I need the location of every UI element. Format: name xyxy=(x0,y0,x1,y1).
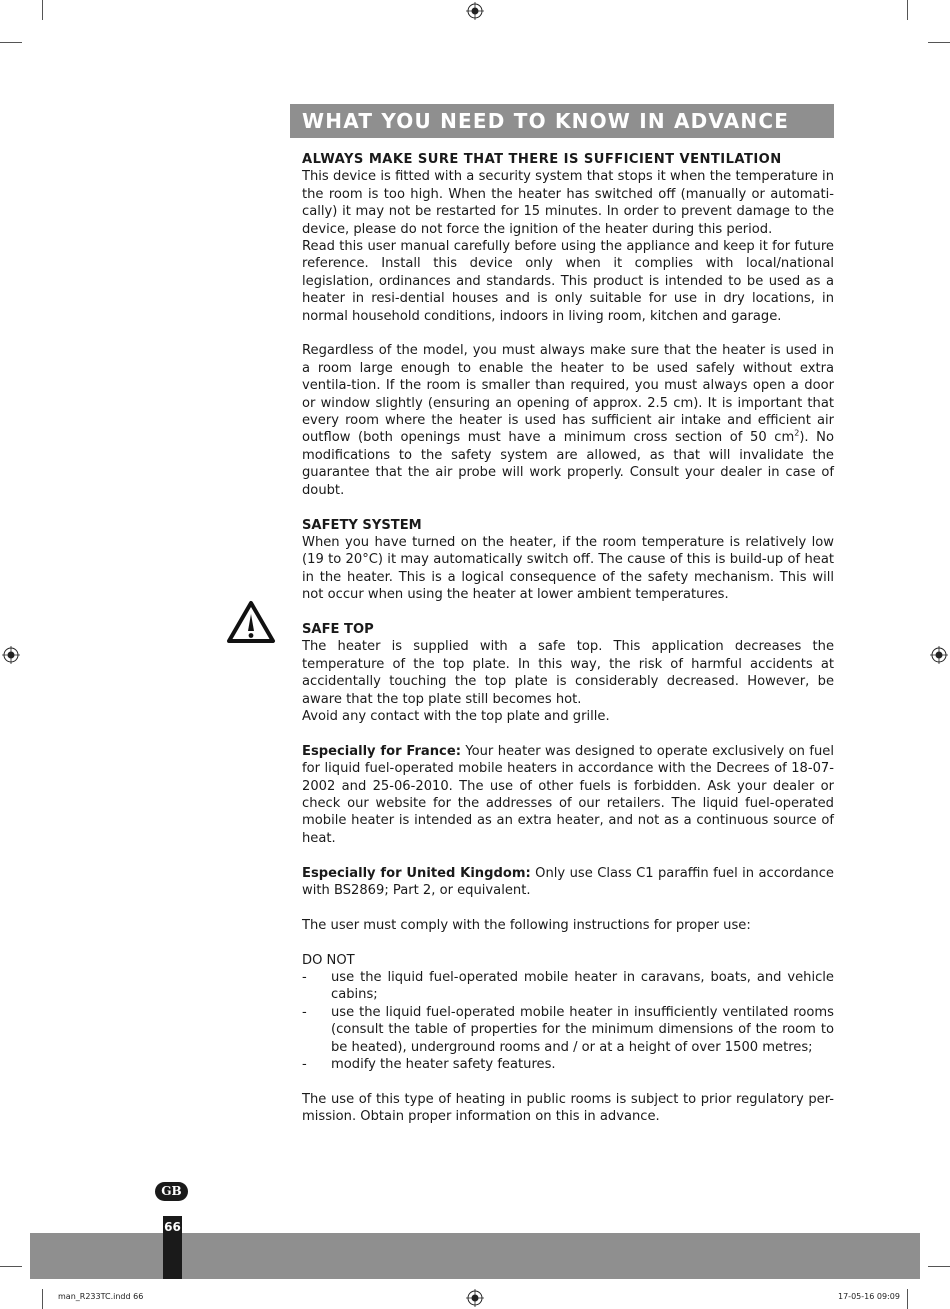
crop-mark xyxy=(907,0,908,20)
warning-triangle-icon xyxy=(226,600,276,644)
france-label: Especially for France: xyxy=(302,743,461,759)
do-not-label: DO NOT xyxy=(302,952,355,968)
ventilation-text: Regardless of the model, you must always make sure that the heater is used in a room large enough to enable the heater to be used safely without extra ventila-tion. If the room is smaller than required, you must always open a door or window slightly (ensuring an opening of approx. 2.5 cm). It is important that every room where the heater is used has sufficient air intake and efficient air outflow (both openings must have a minimum cross section of 50 cm xyxy=(302,343,834,446)
crop-mark xyxy=(0,42,22,43)
list-item-text: modify the heater safety features. xyxy=(331,1057,556,1073)
bullet-dash: - xyxy=(302,1004,307,1020)
bullet-dash: - xyxy=(302,1057,307,1073)
superscript: 2 xyxy=(794,429,800,439)
crop-mark xyxy=(42,0,43,20)
registration-mark-icon xyxy=(2,646,20,664)
ventilation-paragraph: This device is fitted with a security system that stops it when the temperature in the room is too high. When the heater has switched off (manually or automati-cally) it may not be restarted for 15 minutes. In order to prevent damage to the device, please do not force the ignition of the heater during this period. xyxy=(302,169,834,237)
page-number: 66 xyxy=(163,1216,182,1279)
instructions-intro: The user must comply with the following instructions for proper use: xyxy=(302,917,751,933)
safety-system-paragraph: When you have turned on the heater, if the room temperature is relatively low (19 to 20°C) it may automatically switch off. The cause of this is build-up of heat in the heater. This is a logical consequence of the safety mechanism. This will not occur when using the heater at lower ambient temperatures. xyxy=(302,534,834,603)
safe-top-heading: SAFE TOP xyxy=(302,621,374,637)
bullet-dash: - xyxy=(302,969,307,985)
slug-filename: man_R233TC.indd 66 xyxy=(58,1292,144,1301)
ventilation-paragraph xyxy=(302,342,834,499)
ventilation-heading: ALWAYS MAKE SURE THAT THERE IS SUFFICIENT VENTILATION xyxy=(302,152,782,167)
list-item xyxy=(302,969,834,1004)
country-badge: GB xyxy=(155,1182,188,1201)
crop-mark xyxy=(928,42,950,43)
france-paragraph xyxy=(302,743,834,847)
ventilation-paragraph: Read this user manual carefully before using the appliance and keep it for future reference. Install this device only when it complies with local/national legislation, ordinances and standards. This product is intended to be used as a heater in resi-dential houses and is only suitable for use in dry locations, in normal household conditions, indoors in living room, kitchen and garage. xyxy=(302,239,834,324)
main-content xyxy=(302,151,834,1126)
registration-mark-icon xyxy=(466,2,484,20)
ventilation-text: ). No modifications to the safety system are allowed, as that will invalidate the guarantee that the air probe will work properly. Consult your dealer in case of doubt. xyxy=(302,430,834,498)
crop-mark xyxy=(928,1266,950,1267)
safe-top-paragraph: Avoid any contact with the top plate and grille. xyxy=(302,708,610,724)
uk-text: Only use Class C1 paraffin fuel in accordance with BS2869; Part 2, or equivalent. xyxy=(302,865,834,898)
closing-paragraph: The use of this type of heating in public rooms is subject to prior regulatory per-mission. Obtain proper information on this in advance. xyxy=(302,1091,834,1125)
safe-top-paragraph: The heater is supplied with a safe top. This application decreases the temperature of the top plate. In this way, the risk of harmful accidents at accidentally touching the top plate is considerably decreased. However, be aware that the top plate still becomes hot. xyxy=(302,639,834,707)
uk-label: Especially for United Kingdom: xyxy=(302,865,531,881)
list-item xyxy=(302,1004,834,1056)
list-item-text: use the liquid fuel-operated mobile heater in caravans, boats, and vehicle cabins; xyxy=(331,969,834,1003)
list-item xyxy=(302,1056,834,1073)
page-title: WHAT YOU NEED TO KNOW IN ADVANCE xyxy=(290,104,834,138)
slug-timestamp: 17-05-16 09:09 xyxy=(838,1292,900,1301)
crop-mark xyxy=(0,1266,22,1267)
crop-mark xyxy=(907,1289,908,1309)
crop-mark xyxy=(42,1289,43,1309)
safety-system-heading: SAFETY SYSTEM xyxy=(302,517,422,533)
registration-mark-icon xyxy=(930,646,948,664)
list-item-text: use the liquid fuel-operated mobile heater in insufficiently ventilated rooms (consult the table of properties for the minimum dimensions of the room to be heated), underground rooms and / or at a height of over 1500 metres; xyxy=(331,1004,834,1055)
uk-paragraph xyxy=(302,865,834,900)
france-text: Your heater was designed to operate exclusively on fuel for liquid fuel-operated mobile heaters in accordance with the Decrees of 18-07-2002 and 25-06-2010. The use of other fuels is forbidden. Ask your dealer or check our website for the addresses of our retailers. The liquid fuel-operated mobile heater is intended as an extra heater, and not as a continuous source of heat. xyxy=(302,743,834,846)
registration-mark-icon xyxy=(466,1289,484,1307)
